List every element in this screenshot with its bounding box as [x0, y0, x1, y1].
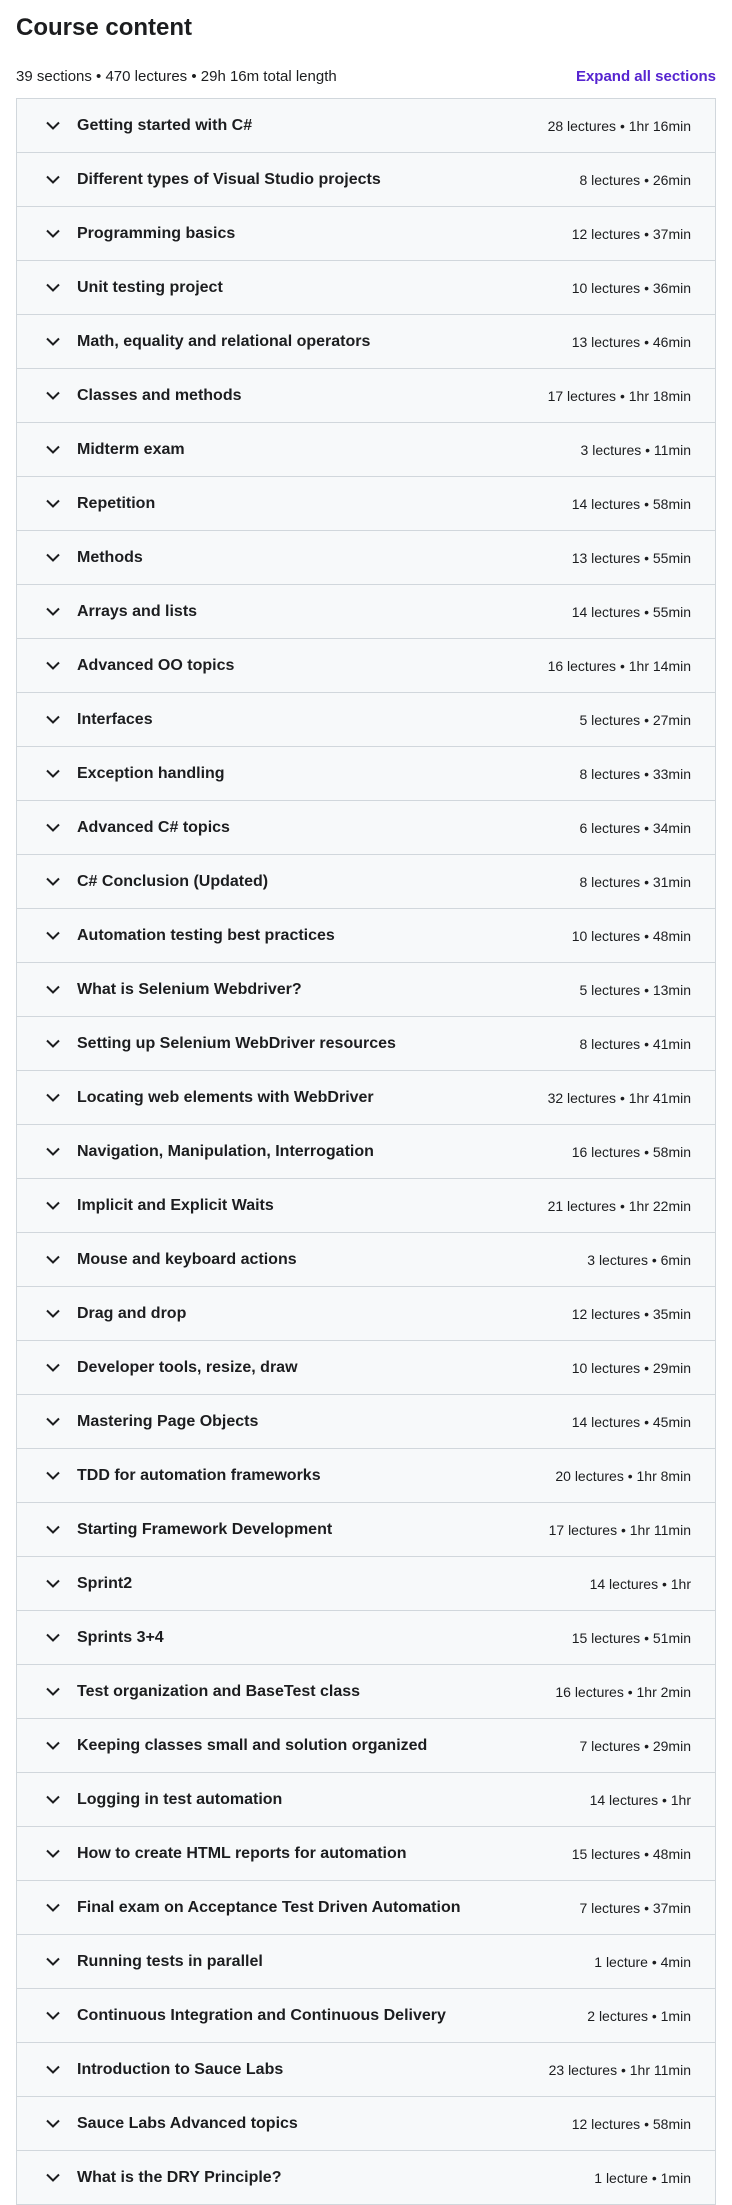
section-header[interactable]: [17, 1719, 715, 1773]
section-header[interactable]: [17, 261, 715, 315]
section-title: Implicit and Explicit Waits: [77, 1196, 274, 1214]
section-header[interactable]: [17, 1125, 715, 1179]
section-meta: 10 lectures • 36min: [571, 279, 691, 296]
chevron-down-icon: [44, 1629, 62, 1647]
section-title: Mouse and keyboard actions: [77, 1250, 297, 1268]
section-title: How to create HTML reports for automation: [77, 1844, 407, 1862]
chevron-down-icon: [44, 2007, 62, 2025]
section-header[interactable]: [17, 1287, 715, 1341]
section-meta: 32 lectures • 1hr 41min: [547, 1089, 691, 1106]
section-header[interactable]: [17, 855, 715, 909]
section-header[interactable]: [17, 315, 715, 369]
section-meta: 14 lectures • 45min: [571, 1413, 691, 1430]
section-meta: 2 lectures • 1min: [587, 2007, 691, 2024]
section-meta: 12 lectures • 58min: [571, 2115, 691, 2132]
section-title: Mastering Page Objects: [77, 1412, 259, 1430]
section-meta: 8 lectures • 33min: [579, 765, 691, 782]
section-title: Interfaces: [77, 710, 153, 728]
section-meta: 3 lectures • 11min: [580, 441, 691, 458]
section-title: Getting started with C#: [77, 116, 253, 134]
expand-all-sections-button[interactable]: Expand all sections: [575, 67, 716, 85]
section-title: Setting up Selenium WebDriver resources: [77, 1034, 396, 1052]
chevron-down-icon: [44, 387, 62, 405]
section-meta: 10 lectures • 48min: [571, 927, 691, 944]
section-meta: 13 lectures • 46min: [571, 333, 691, 350]
section-title: TDD for automation frameworks: [77, 1466, 321, 1484]
chevron-down-icon: [44, 1143, 62, 1161]
chevron-down-icon: [44, 2169, 62, 2187]
section-meta: 16 lectures • 1hr 2min: [555, 1683, 691, 1700]
chevron-down-icon: [44, 927, 62, 945]
chevron-down-icon: [44, 333, 62, 351]
chevron-down-icon: [44, 549, 62, 567]
section-header[interactable]: [17, 477, 715, 531]
section-title: Classes and methods: [77, 386, 242, 404]
section-header[interactable]: [17, 1665, 715, 1719]
section-header[interactable]: [17, 693, 715, 747]
section-meta: 5 lectures • 13min: [579, 981, 691, 998]
section-title: Midterm exam: [77, 440, 185, 458]
section-title: What is the DRY Principle?: [77, 2168, 282, 2186]
chevron-down-icon: [44, 1197, 62, 1215]
chevron-down-icon: [44, 1953, 62, 1971]
chevron-down-icon: [44, 1251, 62, 1269]
chevron-down-icon: [44, 117, 62, 135]
chevron-down-icon: [44, 1683, 62, 1701]
chevron-down-icon: [44, 765, 62, 783]
chevron-down-icon: [44, 819, 62, 837]
section-meta: 14 lectures • 55min: [571, 603, 691, 620]
chevron-down-icon: [44, 981, 62, 999]
section-title: Starting Framework Development: [77, 1520, 333, 1538]
section-title: Advanced OO topics: [77, 656, 235, 674]
section-header[interactable]: [17, 1935, 715, 1989]
chevron-down-icon: [44, 1521, 62, 1539]
chevron-down-icon: [44, 225, 62, 243]
section-meta: 17 lectures • 1hr 18min: [547, 387, 691, 404]
section-meta: 17 lectures • 1hr 11min: [548, 1521, 691, 1538]
chevron-down-icon: [44, 1575, 62, 1593]
section-header[interactable]: [17, 531, 715, 585]
section-title: Advanced C# topics: [77, 818, 230, 836]
chevron-down-icon: [44, 1467, 62, 1485]
chevron-down-icon: [44, 1035, 62, 1053]
section-meta: 14 lectures • 1hr: [589, 1575, 691, 1592]
chevron-down-icon: [44, 2061, 62, 2079]
section-title: Programming basics: [77, 224, 236, 242]
section-title: Locating web elements with WebDriver: [77, 1088, 374, 1106]
section-title: Different types of Visual Studio projects: [77, 170, 381, 188]
section-header[interactable]: [17, 1611, 715, 1665]
section-header[interactable]: [17, 369, 715, 423]
section-meta: 8 lectures • 41min: [579, 1035, 691, 1052]
section-meta: 15 lectures • 48min: [571, 1845, 691, 1862]
section-meta: 12 lectures • 37min: [571, 225, 691, 242]
section-meta: 7 lectures • 29min: [579, 1737, 691, 1754]
section-meta: 16 lectures • 1hr 14min: [547, 657, 691, 674]
section-header[interactable]: [17, 585, 715, 639]
section-meta: 1 lecture • 1min: [594, 2169, 691, 2186]
section-header[interactable]: [17, 909, 715, 963]
section-title: Introduction to Sauce Labs: [77, 2060, 284, 2078]
section-title: Methods: [77, 548, 143, 566]
section-header[interactable]: [17, 99, 715, 153]
section-title: Drag and drop: [77, 1304, 187, 1322]
section-header[interactable]: [17, 1773, 715, 1827]
section-meta: 8 lectures • 31min: [579, 873, 691, 890]
chevron-down-icon: [44, 1899, 62, 1917]
section-title: Test organization and BaseTest class: [77, 1682, 361, 1700]
chevron-down-icon: [44, 1089, 62, 1107]
section-meta: 7 lectures • 37min: [579, 1899, 691, 1916]
chevron-down-icon: [44, 603, 62, 621]
chevron-down-icon: [44, 2115, 62, 2133]
section-title: Sauce Labs Advanced topics: [77, 2114, 298, 2132]
section-title: Keeping classes small and solution organized: [77, 1736, 428, 1754]
section-header[interactable]: [17, 1395, 715, 1449]
section-title: Navigation, Manipulation, Interrogation: [77, 1142, 374, 1160]
section-header[interactable]: [17, 1449, 715, 1503]
section-title: What is Selenium Webdriver?: [77, 980, 302, 998]
section-title: Math, equality and relational operators: [77, 332, 371, 350]
section-header[interactable]: [17, 1881, 715, 1935]
section-meta: 14 lectures • 1hr: [589, 1791, 691, 1808]
section-meta: 5 lectures • 27min: [579, 711, 691, 728]
sections-list: [16, 98, 716, 2205]
chevron-down-icon: [44, 873, 62, 891]
section-title: Running tests in parallel: [77, 1952, 263, 1970]
section-header[interactable]: [17, 1341, 715, 1395]
section-title: Sprints 3+4: [77, 1628, 164, 1646]
course-summary-row: [16, 54, 716, 98]
section-header[interactable]: [17, 747, 715, 801]
section-header[interactable]: [17, 1557, 715, 1611]
chevron-down-icon: [44, 495, 62, 513]
section-meta: 21 lectures • 1hr 22min: [547, 1197, 691, 1214]
section-title: Arrays and lists: [77, 602, 198, 620]
section-title: Logging in test automation: [77, 1790, 283, 1808]
chevron-down-icon: [44, 1305, 62, 1323]
chevron-down-icon: [44, 711, 62, 729]
section-header[interactable]: [17, 1017, 715, 1071]
chevron-down-icon: [44, 441, 62, 459]
section-title: Unit testing project: [77, 278, 223, 296]
section-meta: 28 lectures • 1hr 16min: [547, 117, 691, 134]
section-title: Developer tools, resize, draw: [77, 1358, 298, 1376]
section-header[interactable]: [17, 801, 715, 855]
section-header[interactable]: [17, 1179, 715, 1233]
section-meta: 3 lectures • 6min: [587, 1251, 691, 1268]
section-header[interactable]: [17, 2151, 715, 2205]
section-title: Final exam on Acceptance Test Driven Automation: [77, 1898, 461, 1916]
section-meta: 23 lectures • 1hr 11min: [548, 2061, 691, 2078]
section-header[interactable]: [17, 1989, 715, 2043]
section-meta: 6 lectures • 34min: [579, 819, 691, 836]
chevron-down-icon: [44, 1359, 62, 1377]
chevron-down-icon: [44, 1791, 62, 1809]
section-title: Exception handling: [77, 764, 225, 782]
chevron-down-icon: [44, 171, 62, 189]
section-meta: 20 lectures • 1hr 8min: [555, 1467, 691, 1484]
section-title: Automation testing best practices: [77, 926, 335, 944]
section-header[interactable]: [17, 1071, 715, 1125]
chevron-down-icon: [44, 1413, 62, 1431]
section-meta: 10 lectures • 29min: [571, 1359, 691, 1376]
section-meta: 15 lectures • 51min: [571, 1629, 691, 1646]
section-header[interactable]: [17, 207, 715, 261]
section-title: C# Conclusion (Updated): [77, 872, 269, 890]
section-meta: 1 lecture • 4min: [594, 1953, 691, 1970]
section-header[interactable]: [17, 1503, 715, 1557]
chevron-down-icon: [44, 657, 62, 675]
section-header[interactable]: [17, 2097, 715, 2151]
chevron-down-icon: [44, 1737, 62, 1755]
section-meta: 12 lectures • 35min: [571, 1305, 691, 1322]
course-summary: 39 sections • 470 lectures • 29h 16m total length: [16, 67, 337, 85]
section-title: Continuous Integration and Continuous Delivery: [77, 2006, 446, 2024]
section-header[interactable]: [17, 1827, 715, 1881]
chevron-down-icon: [44, 279, 62, 297]
section-meta: 8 lectures • 26min: [579, 171, 691, 188]
section-header[interactable]: [17, 639, 715, 693]
section-header[interactable]: [17, 963, 715, 1017]
section-header[interactable]: [17, 423, 715, 477]
section-header[interactable]: [17, 153, 715, 207]
section-header[interactable]: [17, 1233, 715, 1287]
page-title: Course content: [16, 14, 193, 41]
section-title: Repetition: [77, 494, 156, 512]
section-meta: 14 lectures • 58min: [571, 495, 691, 512]
section-title: Sprint2: [77, 1574, 133, 1592]
section-meta: 16 lectures • 58min: [571, 1143, 691, 1160]
chevron-down-icon: [44, 1845, 62, 1863]
section-header[interactable]: [17, 2043, 715, 2097]
section-meta: 13 lectures • 55min: [571, 549, 691, 566]
